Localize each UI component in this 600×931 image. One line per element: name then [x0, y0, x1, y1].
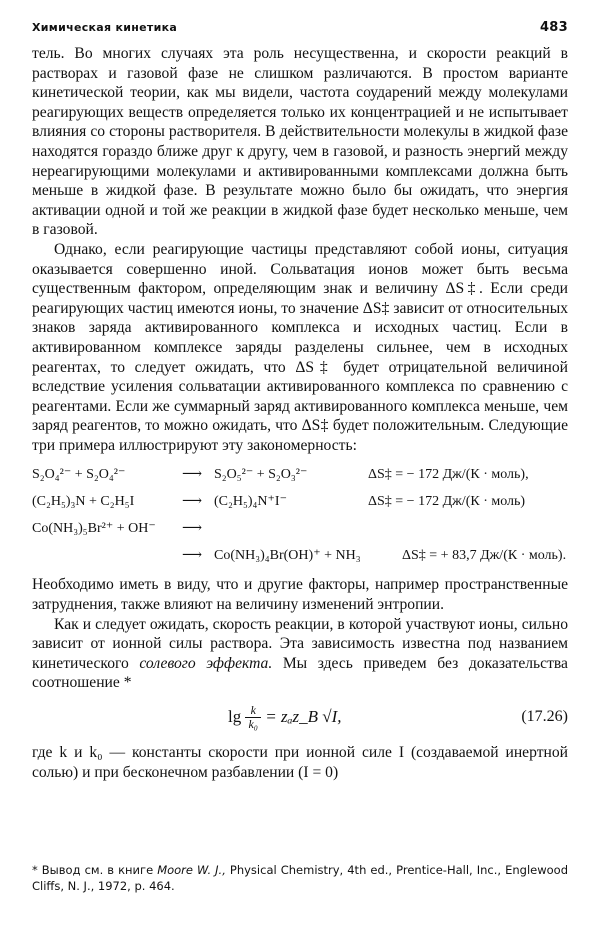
reaction-row [32, 488, 568, 515]
equation-expression [228, 704, 342, 731]
running-header [32, 20, 568, 44]
reaction-arrow: ⟶ [181, 494, 203, 510]
reaction-arrow: ⟶ [181, 548, 203, 564]
reaction-list [32, 461, 568, 569]
reaction-arrow: ⟶ [181, 521, 203, 537]
reaction-entropy: ΔS‡ = + 83,7 Дж/(К · моль). [402, 548, 567, 564]
paragraph-2: Однако, если реагирующие частицы представляют собой ионы, ситуация оказывается совершенно иной. Сольватация ионов может быть весьма существенным фактором, определяющим знак и величину ΔS‡. Если среди реагирующих частиц имеются ионы, то значение ΔS‡ зависит от относительных знаков заряда активированного комплекса и исходных частиц. Если в активированном комплексе заряды разделены сильнее, чем в исходных реагентах, то следует ожидать, что ΔS‡ будет отрицательной величиной вследствие усиления сольватации активированного комплекса по сравнению с реагентами. Если же суммарный заряд активированного комплекса меньше, чем заряд реагентов, то можно ожидать, что ΔS‡ будет положительным. Следующие три примера иллюстрируют эту закономерность: [32, 240, 568, 454]
footnote-text-a: Вывод см. в книге [37, 863, 158, 877]
reaction-lhs: (C₂H₅)₃N + C₂H₅I [32, 494, 135, 510]
equation-17-26 [32, 697, 568, 737]
paragraph-4 [32, 615, 568, 693]
reaction-lhs: S₂O₄²⁻ + S₂O₄²⁻ [32, 467, 126, 483]
equation-lg: lg [228, 707, 242, 727]
page [32, 20, 568, 782]
salt-effect-term: солевого эффекта. [139, 654, 273, 672]
equation-numerator: k [250, 702, 256, 717]
footnote-author: Moore W. J., [157, 863, 226, 877]
paragraph-3: Необходимо иметь в виду, что и другие факторы, например пространственные затруднения, также влияют на величину изменений энтропии. [32, 576, 568, 614]
reaction-entropy: ΔS‡ = − 172 Дж/(К · моль) [368, 494, 526, 510]
reaction-rhs: S₂O₅²⁻ + S₂O₃²⁻ [214, 467, 308, 483]
equation-rhs: = zₐz_B √I, [265, 707, 342, 727]
paragraph-5: где k и k₀ — константы скорости при ионной силе I (создаваемой инертной солью) и при бесконечном разбавлении (I = 0) [32, 744, 568, 781]
paragraph-1: тель. Во многих случаях эта роль несущественна, и скорости реакций в растворах и газовой фазе не слишком различаются. В простом варианте кинетической теории, как мы видели, частота соударений между молекулами реагирующих веществ определяется только их концентрацией и не испытывает влияния со стороны растворителя. В действительности молекулы в жидкой фазе находятся гораздо ближе друг к другу, чем в газовой, и разность энергий между нереагирующими молекулами и активированными комплексами должна быть меньше в жидкой фазе. В результате можно было бы ожидать, что энергия активации одной и той же реакции в жидкой фазе будет несколько меньше, чем в газовой. [32, 45, 568, 239]
paragraph-4-text-b: Мы здесь приведем без доказательства соотношение * [32, 654, 568, 692]
reaction-lhs: Co(NH₃)₅Br²⁺ + OH⁻ [32, 521, 156, 537]
footnote [32, 862, 568, 894]
reaction-rhs: (C₂H₅)₄N⁺I⁻ [214, 494, 287, 510]
footnote-star: * [32, 863, 38, 877]
page-number: 483 [539, 20, 568, 35]
header-title: Химическая кинетика [32, 21, 178, 34]
reaction-rhs: Co(NH₃)₄Br(OH)⁺ + NH₃ [214, 548, 361, 564]
footnote-text-b: Physical Chemistry, 4th ed., Prentice-Hall, Inc., Englewood Cliffs, N. J., 1972, p. 464. [32, 863, 568, 893]
equation-denominator: k₀ [248, 716, 258, 731]
reaction-row [32, 515, 568, 542]
reaction-entropy: ΔS‡ = − 172 Дж/(К · моль), [368, 467, 529, 483]
reaction-row [32, 542, 568, 569]
equation-number: (17.26) [521, 708, 568, 726]
equation-fraction [245, 704, 261, 731]
paragraph-4-text-a: Как и следует ожидать, скорость реакции, в которой участвуют ионы, сильно зависит от ионной силы раствора. Эта зависимость известна под названием кинетического [32, 615, 568, 672]
reaction-arrow: ⟶ [181, 467, 203, 483]
reaction-row [32, 461, 568, 488]
